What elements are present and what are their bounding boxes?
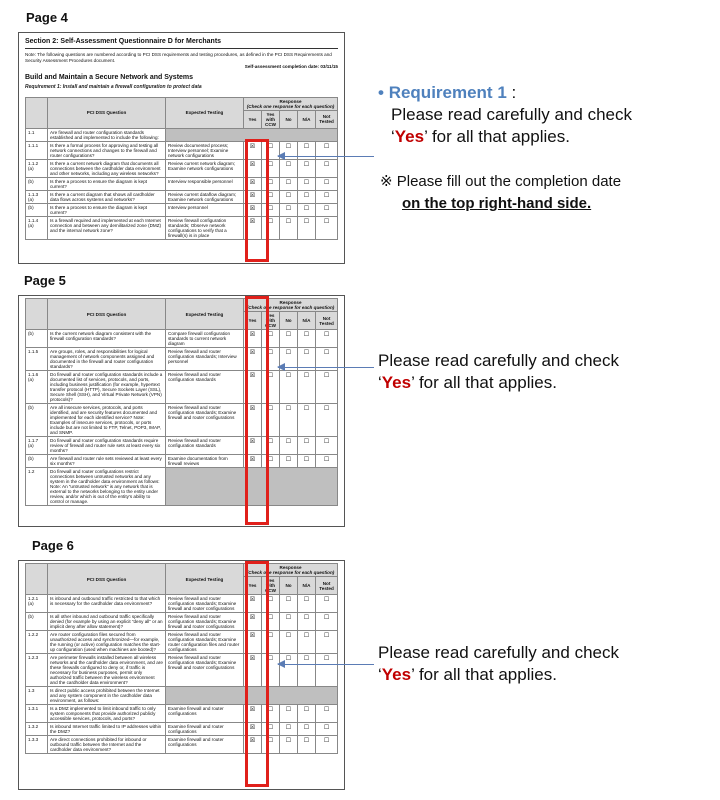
expected-testing: Examine firewall and router configurations: [166, 736, 244, 754]
document-page-6: [18, 560, 345, 790]
response-checkbox[interactable]: ☐: [316, 705, 338, 723]
response-checkbox[interactable]: ☐: [280, 203, 298, 216]
response-checkbox[interactable]: ☐: [262, 595, 280, 613]
response-checkbox[interactable]: ☐: [280, 455, 298, 468]
response-checkbox[interactable]: ☐: [280, 330, 298, 348]
expected-testing: Review firewall and router configuration standards; Examine firewall and router configurations: [166, 404, 244, 437]
response-checkbox[interactable]: ☐: [298, 348, 316, 371]
response-checkbox[interactable]: ☐: [316, 371, 338, 404]
question-number: (b): [26, 203, 48, 216]
pci-dss-table: [25, 563, 338, 754]
question-text: Is direct public access prohibited between the Internet and any system component in the cardholder data environment, as follows:: [48, 687, 166, 705]
response-checkbox[interactable]: ☐: [316, 404, 338, 437]
response-checkbox[interactable]: ☐: [316, 190, 338, 203]
callout-completion-note: [380, 171, 715, 215]
question-text: Is there a formal process for approving and testing all network connections and changes to the firewall and router configurations?: [48, 141, 166, 159]
yes-checkbox[interactable]: ☒: [244, 216, 262, 239]
response-checkbox[interactable]: ☐: [262, 141, 280, 159]
response-checkbox[interactable]: ☐: [298, 455, 316, 468]
response-checkbox[interactable]: ☐: [280, 705, 298, 723]
question-text: Is all other inbound and outbound traffic specifically denied (for example by using an explicit “deny all” or an implicit deny after allow statement)?: [48, 613, 166, 631]
pci-dss-table: [25, 97, 338, 240]
question-text: Are firewall and router configuration standards established and implemented to include the following:: [48, 128, 166, 141]
instruction-line: Please read carefully and check: [378, 643, 619, 662]
question-number: 1.2: [26, 468, 48, 506]
header-question: PCI DSS Question: [48, 97, 166, 128]
response-checkbox[interactable]: ☐: [262, 437, 280, 455]
yes-checkbox[interactable]: ☒: [244, 371, 262, 404]
response-checkbox[interactable]: ☐: [298, 723, 316, 736]
table-row: [26, 404, 338, 437]
question-number: 1.1.5: [26, 348, 48, 371]
response-checkbox[interactable]: ☐: [262, 736, 280, 754]
response-checkbox[interactable]: ☐: [298, 595, 316, 613]
question-text: Is a DMZ implemented to limit inbound traffic to only system components that provide authorized publicly accessible services, protocols, and ports?: [48, 705, 166, 723]
response-checkbox[interactable]: ☐: [280, 371, 298, 404]
section-heading: Build and Maintain a Secure Network and Systems: [25, 74, 194, 81]
header-question: PCI DSS Question: [48, 299, 166, 330]
response-checkbox[interactable]: ☐: [262, 216, 280, 239]
question-number: (b): [26, 613, 48, 631]
yes-checkbox[interactable]: ☒: [244, 190, 262, 203]
response-checkbox[interactable]: ☐: [280, 613, 298, 631]
response-checkbox[interactable]: ☐: [316, 736, 338, 754]
table-row: [26, 595, 338, 613]
header-yes: Yes: [244, 312, 262, 330]
instruction-line-2: ‘Yes’ for all that applies.: [378, 373, 557, 392]
header-number: [26, 299, 48, 330]
arrow-left-icon: [278, 664, 374, 665]
response-checkbox[interactable]: ☐: [262, 723, 280, 736]
question-text: Is there a current network diagram that documents all connections between the cardholder data environment and other networks, including any wireless networks?: [48, 159, 166, 177]
header-no: No: [280, 110, 298, 128]
yes-column-highlight: [245, 561, 269, 787]
response-checkbox[interactable]: ☐: [262, 190, 280, 203]
question-number: 1.3: [26, 687, 48, 705]
expected-testing: Review current network diagram; Examine network configurations: [166, 159, 244, 177]
header-testing: Expected Testing: [166, 97, 244, 128]
question-text: Do firewall and router configurations restrict connections between untrusted networks and any system in the cardholder data environment as follows: Note: An “untrusted network” is any network that is external to the networks belonging to the entity under review, and/or which is out of the entity’s ability to control or manage.: [48, 468, 166, 506]
table-row: [26, 437, 338, 455]
response-checkbox[interactable]: ☐: [280, 177, 298, 190]
page-label-4: Page 4: [26, 10, 68, 25]
question-number: 1.1.4 (a): [26, 216, 48, 239]
table-row: [26, 631, 338, 654]
document-page-4: [18, 32, 345, 264]
expected-testing: Examine firewall and router configurations: [166, 723, 244, 736]
yes-checkbox[interactable]: ☒: [244, 723, 262, 736]
page-label-5: Page 5: [24, 273, 66, 288]
response-checkbox[interactable]: ☐: [298, 404, 316, 437]
question-number: 1.3.3: [26, 736, 48, 754]
arrow-left-icon: [278, 367, 374, 368]
table-row: [26, 216, 338, 239]
question-number: 1.1.7 (a): [26, 437, 48, 455]
note-text: Note: The following questions are numbered according to PCI DSS requirements and testing procedures, as defined in the PCI DSS Requirements and Security Assessment Procedures document.: [25, 52, 332, 64]
response-checkbox[interactable]: ☐: [262, 177, 280, 190]
response-checkbox[interactable]: ☐: [316, 141, 338, 159]
response-checkbox[interactable]: ☐: [298, 371, 316, 404]
table-row: [26, 723, 338, 736]
response-checkbox[interactable]: ☐: [298, 203, 316, 216]
table-row: [26, 468, 338, 506]
page-label-6: Page 6: [32, 538, 74, 553]
response-checkbox[interactable]: ☐: [316, 203, 338, 216]
expected-testing: Interview personnel: [166, 203, 244, 216]
response-checkbox[interactable]: ☐: [262, 705, 280, 723]
expected-testing: Review firewall and router configuration standards; Examine firewall and router configurations: [166, 595, 244, 613]
pci-dss-table: [25, 298, 338, 506]
expected-testing: Review firewall and router configuration standards; Examine firewall and router configurations: [166, 654, 244, 687]
table-row: [26, 654, 338, 687]
question-number: 1.3.2: [26, 723, 48, 736]
expected-testing: Review firewall and router configuration standards; Examine router configuration files and router configurations: [166, 631, 244, 654]
response-checkbox[interactable]: ☐: [298, 141, 316, 159]
expected-testing: Interview responsible personnel: [166, 177, 244, 190]
instruction-line: Please read carefully and check: [391, 105, 632, 124]
yes-checkbox[interactable]: ☒: [244, 736, 262, 754]
header-no: No: [280, 577, 298, 595]
response-checkbox[interactable]: ☐: [316, 723, 338, 736]
question-text: Is inbound Internet traffic limited to IP addresses within the DMZ?: [48, 723, 166, 736]
yes-column-highlight: [245, 296, 269, 525]
question-text: Is there a current diagram that shows all cardholder data flows across systems and networks?: [48, 190, 166, 203]
table-row: [26, 203, 338, 216]
questionnaire-table: [19, 95, 344, 240]
header-response: Response (Check one response for each question): [244, 564, 338, 577]
table-row: [26, 330, 338, 348]
question-text: Is the current network diagram consistent with the firewall configuration standards?: [48, 330, 166, 348]
header-yes: Yes: [244, 577, 262, 595]
question-text: Is a firewall required and implemented at each Internet connection and between any demilitarized zone (DMZ) and the internal network zone?: [48, 216, 166, 239]
question-number: 1.2.2: [26, 631, 48, 654]
expected-testing: Review current dataflow diagram; Examine network configurations: [166, 190, 244, 203]
requirement-title: Requirement 1: [388, 83, 507, 102]
yes-checkbox[interactable]: ☒: [244, 330, 262, 348]
yes-checkbox[interactable]: ☒: [244, 631, 262, 654]
response-checkbox[interactable]: ☐: [316, 437, 338, 455]
header-response: Response (Check one response for each question): [244, 97, 338, 110]
section-title: Section 2: Self-Assessment Questionnaire D for Merchants: [25, 37, 338, 49]
instruction-line: Please read carefully and check: [378, 351, 619, 370]
question-number: (b): [26, 177, 48, 190]
response-checkbox[interactable]: ☐: [298, 159, 316, 177]
response-checkbox[interactable]: ☐: [298, 190, 316, 203]
note-line-emphasis: on the top right-hand side.: [402, 195, 592, 212]
response-checkbox[interactable]: ☐: [262, 203, 280, 216]
table-row: [26, 736, 338, 754]
header-number: [26, 97, 48, 128]
requirement-colon: :: [506, 83, 517, 102]
table-row: [26, 613, 338, 631]
questionnaire-table: [19, 296, 344, 506]
response-checkbox[interactable]: ☐: [262, 348, 280, 371]
header-not-tested: Not Tested: [316, 110, 338, 128]
header-no: No: [280, 312, 298, 330]
question-number: 1.1.1: [26, 141, 48, 159]
response-checkbox[interactable]: ☐: [298, 705, 316, 723]
question-number: 1.2.1 (a): [26, 595, 48, 613]
header-testing: Expected Testing: [166, 564, 244, 595]
header-yes-ccw: Yes with CCW: [262, 312, 280, 330]
bullet-icon: •: [378, 83, 384, 102]
question-number: (b): [26, 455, 48, 468]
yes-checkbox[interactable]: ☒: [244, 613, 262, 631]
response-checkbox[interactable]: ☐: [280, 437, 298, 455]
table-row: [26, 128, 338, 141]
expected-testing: Review firewall and router configuration standards: [166, 437, 244, 455]
response-checkbox[interactable]: ☐: [280, 595, 298, 613]
completion-date: Self-assessment completion date: 03/11/15: [244, 64, 338, 70]
table-row: [26, 159, 338, 177]
expected-testing: Review firewall and router configuration standards; Examine firewall and router configurations: [166, 613, 244, 631]
response-checkbox[interactable]: ☐: [316, 216, 338, 239]
instruction-line-2: ‘Yes’ for all that applies.: [378, 665, 557, 684]
question-number: 1.3.1: [26, 705, 48, 723]
question-number: 1.1.3 (a): [26, 190, 48, 203]
expected-testing: Review firewall and router configuration standards; Interview personnel: [166, 348, 244, 371]
response-checkbox[interactable]: ☐: [280, 654, 298, 687]
response-checkbox[interactable]: ☐: [298, 736, 316, 754]
question-text: Are firewall and router rule sets reviewed at least every six months?: [48, 455, 166, 468]
yes-checkbox[interactable]: ☒: [244, 141, 262, 159]
note-line: Please fill out the completion date: [396, 173, 622, 190]
response-checkbox[interactable]: ☐: [316, 348, 338, 371]
question-number: (b): [26, 330, 48, 348]
response-checkbox[interactable]: ☐: [280, 141, 298, 159]
response-checkbox[interactable]: ☐: [316, 455, 338, 468]
response-checkbox[interactable]: ☐: [280, 190, 298, 203]
expected-testing: Compare firewall configuration standards to current network diagram: [166, 330, 244, 348]
question-number: 1.1.6 (a): [26, 371, 48, 404]
response-checkbox[interactable]: ☐: [262, 159, 280, 177]
question-text: Do firewall and router configuration standards require review of firewall and router rule sets at least every six months?: [48, 437, 166, 455]
yes-word: Yes: [381, 665, 412, 684]
question-number: 1.1: [26, 128, 48, 141]
expected-testing: Review documented process; Interview personnel; Examine network configurations: [166, 141, 244, 159]
question-text: Is there a process to ensure the diagram is kept current?: [48, 177, 166, 190]
question-text: Are all insecure services, protocols, and ports identified, and are security features documented and implemented for each identified service? Note: Examples of insecure services, protocols, or ports include but are not limited to FTP, Telnet, POP3, IMAP, and SNMP.: [48, 404, 166, 437]
yes-checkbox[interactable]: ☒: [244, 159, 262, 177]
callout-page-6: [378, 642, 713, 686]
response-checkbox[interactable]: ☐: [280, 631, 298, 654]
response-checkbox[interactable]: ☐: [316, 631, 338, 654]
response-checkbox[interactable]: ☐: [262, 330, 280, 348]
response-checkbox[interactable]: ☐: [298, 631, 316, 654]
response-checkbox[interactable]: ☐: [316, 613, 338, 631]
header-not-tested: Not Tested: [316, 312, 338, 330]
document-page-5: [18, 295, 345, 527]
response-checkbox[interactable]: ☐: [280, 159, 298, 177]
header-response: Response (Check one response for each question): [244, 299, 338, 312]
expected-testing: Examine firewall and router configurations: [166, 705, 244, 723]
yes-checkbox[interactable]: ☒: [244, 203, 262, 216]
header-yes-ccw: Yes with CCW: [262, 577, 280, 595]
header-na: N/A: [298, 577, 316, 595]
header-yes-ccw: Yes with CCW: [262, 110, 280, 128]
response-checkbox[interactable]: ☐: [298, 613, 316, 631]
question-text: Do firewall and router configuration standards include a documented list of services, protocols, and ports, including business justification (for example, hypertext transfer protocol (HTTP), Secure Sockets Layer (SSL), Secure Shell (SSH), and Virtual Private Network (VPN) protocols)?: [48, 371, 166, 404]
yes-word: Yes: [394, 127, 425, 146]
response-checkbox[interactable]: ☐: [262, 404, 280, 437]
header-not-tested: Not Tested: [316, 577, 338, 595]
table-row: [26, 190, 338, 203]
table-row: [26, 371, 338, 404]
yes-checkbox[interactable]: ☒: [244, 654, 262, 687]
question-text: Are groups, roles, and responsibilities for logical management of network components assigned and documented in the firewall and router configuration standards?: [48, 348, 166, 371]
callout-requirement-1: [378, 82, 713, 148]
expected-testing: Review firewall configuration standards; Observe network configurations to verify that a firewall(s) is in place: [166, 216, 244, 239]
callout-page-5: [378, 350, 713, 394]
yes-checkbox[interactable]: ☒: [244, 705, 262, 723]
requirement-line: Requirement 1: Install and maintain a firewall configuration to protect data: [25, 84, 202, 91]
yes-checkbox[interactable]: ☒: [244, 348, 262, 371]
instruction-line-2: ‘Yes’ for all that applies.: [391, 127, 570, 146]
yes-column-highlight: [245, 139, 269, 262]
header-testing: Expected Testing: [166, 299, 244, 330]
response-checkbox[interactable]: ☐: [262, 371, 280, 404]
question-number: 1.2.3: [26, 654, 48, 687]
yes-checkbox[interactable]: ☒: [244, 404, 262, 437]
question-text: Are router configuration files secured from unauthorized access and synchronized—for example, the running (or active) configuration matches the start-up configuration (used when machines are booted)?: [48, 631, 166, 654]
response-checkbox[interactable]: ☐: [316, 654, 338, 687]
response-checkbox[interactable]: ☐: [262, 613, 280, 631]
header-question: PCI DSS Question: [48, 564, 166, 595]
yes-checkbox[interactable]: ☒: [244, 177, 262, 190]
response-checkbox[interactable]: ☐: [262, 654, 280, 687]
response-checkbox[interactable]: ☐: [262, 631, 280, 654]
response-checkbox[interactable]: ☐: [280, 216, 298, 239]
response-checkbox[interactable]: ☐: [262, 455, 280, 468]
header-na: N/A: [298, 110, 316, 128]
yes-checkbox[interactable]: ☒: [244, 595, 262, 613]
question-number: 1.1.2 (a): [26, 159, 48, 177]
reference-mark-icon: ※: [380, 173, 393, 190]
response-checkbox[interactable]: ☐: [316, 330, 338, 348]
response-checkbox[interactable]: ☐: [298, 330, 316, 348]
table-row: [26, 177, 338, 190]
arrow-left-icon: [278, 156, 374, 157]
question-number: (b): [26, 404, 48, 437]
header-na: N/A: [298, 312, 316, 330]
questionnaire-table: [19, 561, 344, 754]
yes-word: Yes: [381, 373, 412, 392]
table-row: [26, 455, 338, 468]
yes-checkbox[interactable]: ☒: [244, 437, 262, 455]
expected-testing: Review firewall and router configuration standards: [166, 371, 244, 404]
response-checkbox[interactable]: ☐: [298, 216, 316, 239]
response-checkbox[interactable]: ☐: [280, 723, 298, 736]
yes-checkbox[interactable]: ☒: [244, 455, 262, 468]
table-row: [26, 687, 338, 705]
question-text: Are perimeter firewalls installed between all wireless networks and the cardholder data environment, and are these firewalls configured to deny or, if traffic is necessary for business purposes, permit only authorized traffic between the wireless environment and the cardholder data environment?: [48, 654, 166, 687]
response-checkbox[interactable]: ☐: [280, 736, 298, 754]
response-checkbox[interactable]: ☐: [316, 595, 338, 613]
header-number: [26, 564, 48, 595]
table-row: [26, 705, 338, 723]
response-checkbox[interactable]: ☐: [280, 348, 298, 371]
response-checkbox[interactable]: ☐: [298, 437, 316, 455]
question-text: Are direct connections prohibited for inbound or outbound traffic between the Internet and the cardholder data environment?: [48, 736, 166, 754]
question-text: Is inbound and outbound traffic restricted to that which is necessary for the cardholder data environment?: [48, 595, 166, 613]
header-yes: Yes: [244, 110, 262, 128]
response-checkbox[interactable]: ☐: [298, 177, 316, 190]
response-checkbox[interactable]: ☐: [280, 404, 298, 437]
expected-testing: Examine documentation from firewall reviews: [166, 455, 244, 468]
response-checkbox[interactable]: ☐: [316, 177, 338, 190]
question-text: Is there a process to ensure the diagram is kept current?: [48, 203, 166, 216]
response-checkbox[interactable]: ☐: [298, 654, 316, 687]
response-checkbox[interactable]: ☐: [316, 159, 338, 177]
